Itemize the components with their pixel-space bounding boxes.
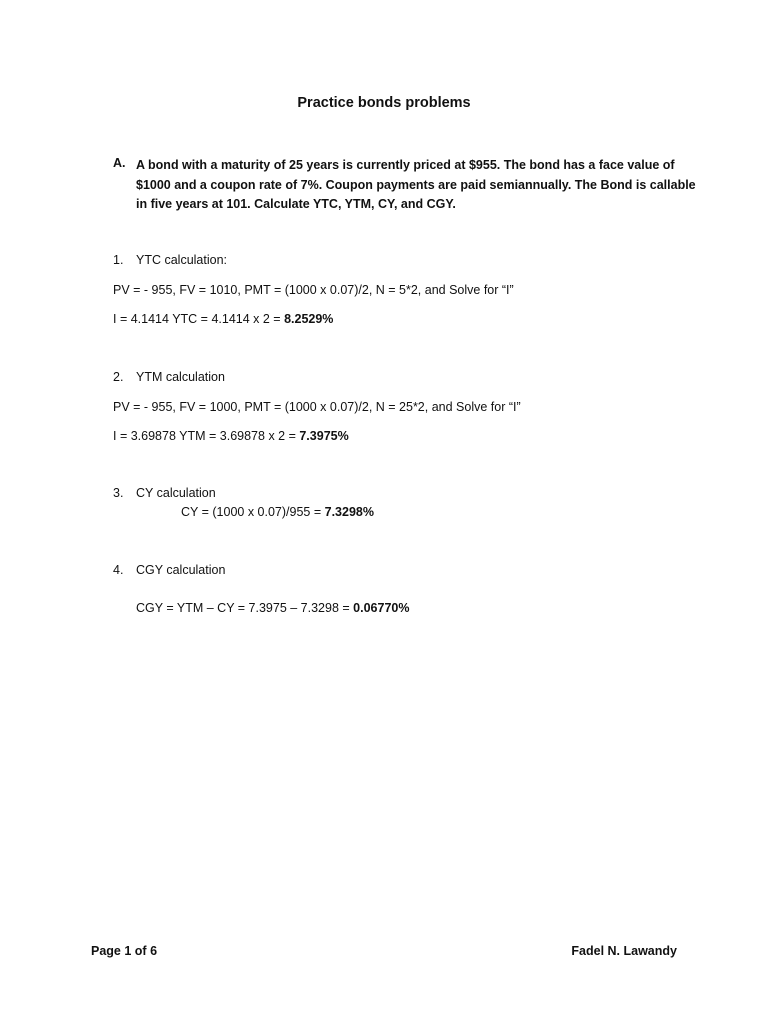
- section-2-heading: YTM calculation: [136, 370, 225, 384]
- section-2-result: [113, 429, 349, 443]
- page-title: Practice bonds problems: [297, 95, 471, 111]
- section-3-result-value: 7.3298%: [324, 505, 374, 519]
- problem-label: A.: [113, 156, 126, 170]
- section-3-heading: CY calculation: [136, 486, 216, 500]
- section-2-result-value: 7.3975%: [299, 429, 349, 443]
- section-3-number: 3.: [113, 486, 124, 500]
- page-number: Page 1 of 6: [91, 944, 158, 958]
- section-3-result-prefix: CY = (1000 x 0.07)/955 =: [181, 505, 325, 519]
- section-4-result: [136, 601, 409, 615]
- section-1-result: [113, 312, 333, 326]
- section-2-inputs: PV = - 955, FV = 1000, PMT = (1000 x 0.07)/2, N = 25*2, and Solve for “I”: [113, 400, 521, 414]
- section-2-result-prefix: I = 3.69878 YTM = 3.69878 x 2 =: [113, 429, 300, 443]
- section-1-number: 1.: [113, 253, 124, 267]
- page-total: 6: [150, 944, 158, 958]
- section-4-result-prefix: CGY = YTM – CY = 7.3975 – 7.3298 =: [136, 601, 354, 615]
- section-4-heading: CGY calculation: [136, 563, 226, 577]
- section-1-inputs: PV = - 955, FV = 1010, PMT = (1000 x 0.07)/2, N = 5*2, and Solve for “I”: [113, 283, 514, 297]
- author-name: Fadel N. Lawandy: [571, 944, 677, 958]
- section-4-number: 4.: [113, 563, 124, 577]
- section-3-result: [181, 505, 374, 519]
- section-1-heading: YTC calculation:: [136, 253, 228, 267]
- section-1-result-value: 8.2529%: [284, 312, 334, 326]
- page-current: 1: [124, 944, 132, 958]
- section-1-result-prefix: I = 4.1414 YTC = 4.1414 x 2 =: [113, 312, 285, 326]
- section-4-result-value: 0.06770%: [353, 601, 410, 615]
- section-2-number: 2.: [113, 370, 124, 384]
- problem-statement: A bond with a maturity of 25 years is currently priced at $955. The bond has a face value of $1000 and a coupon rate of 7%. Coupon payments are paid semiannually. The Bond is callable in five years at 101. Calculate YTC, YTM, CY, and CGY.: [136, 158, 696, 211]
